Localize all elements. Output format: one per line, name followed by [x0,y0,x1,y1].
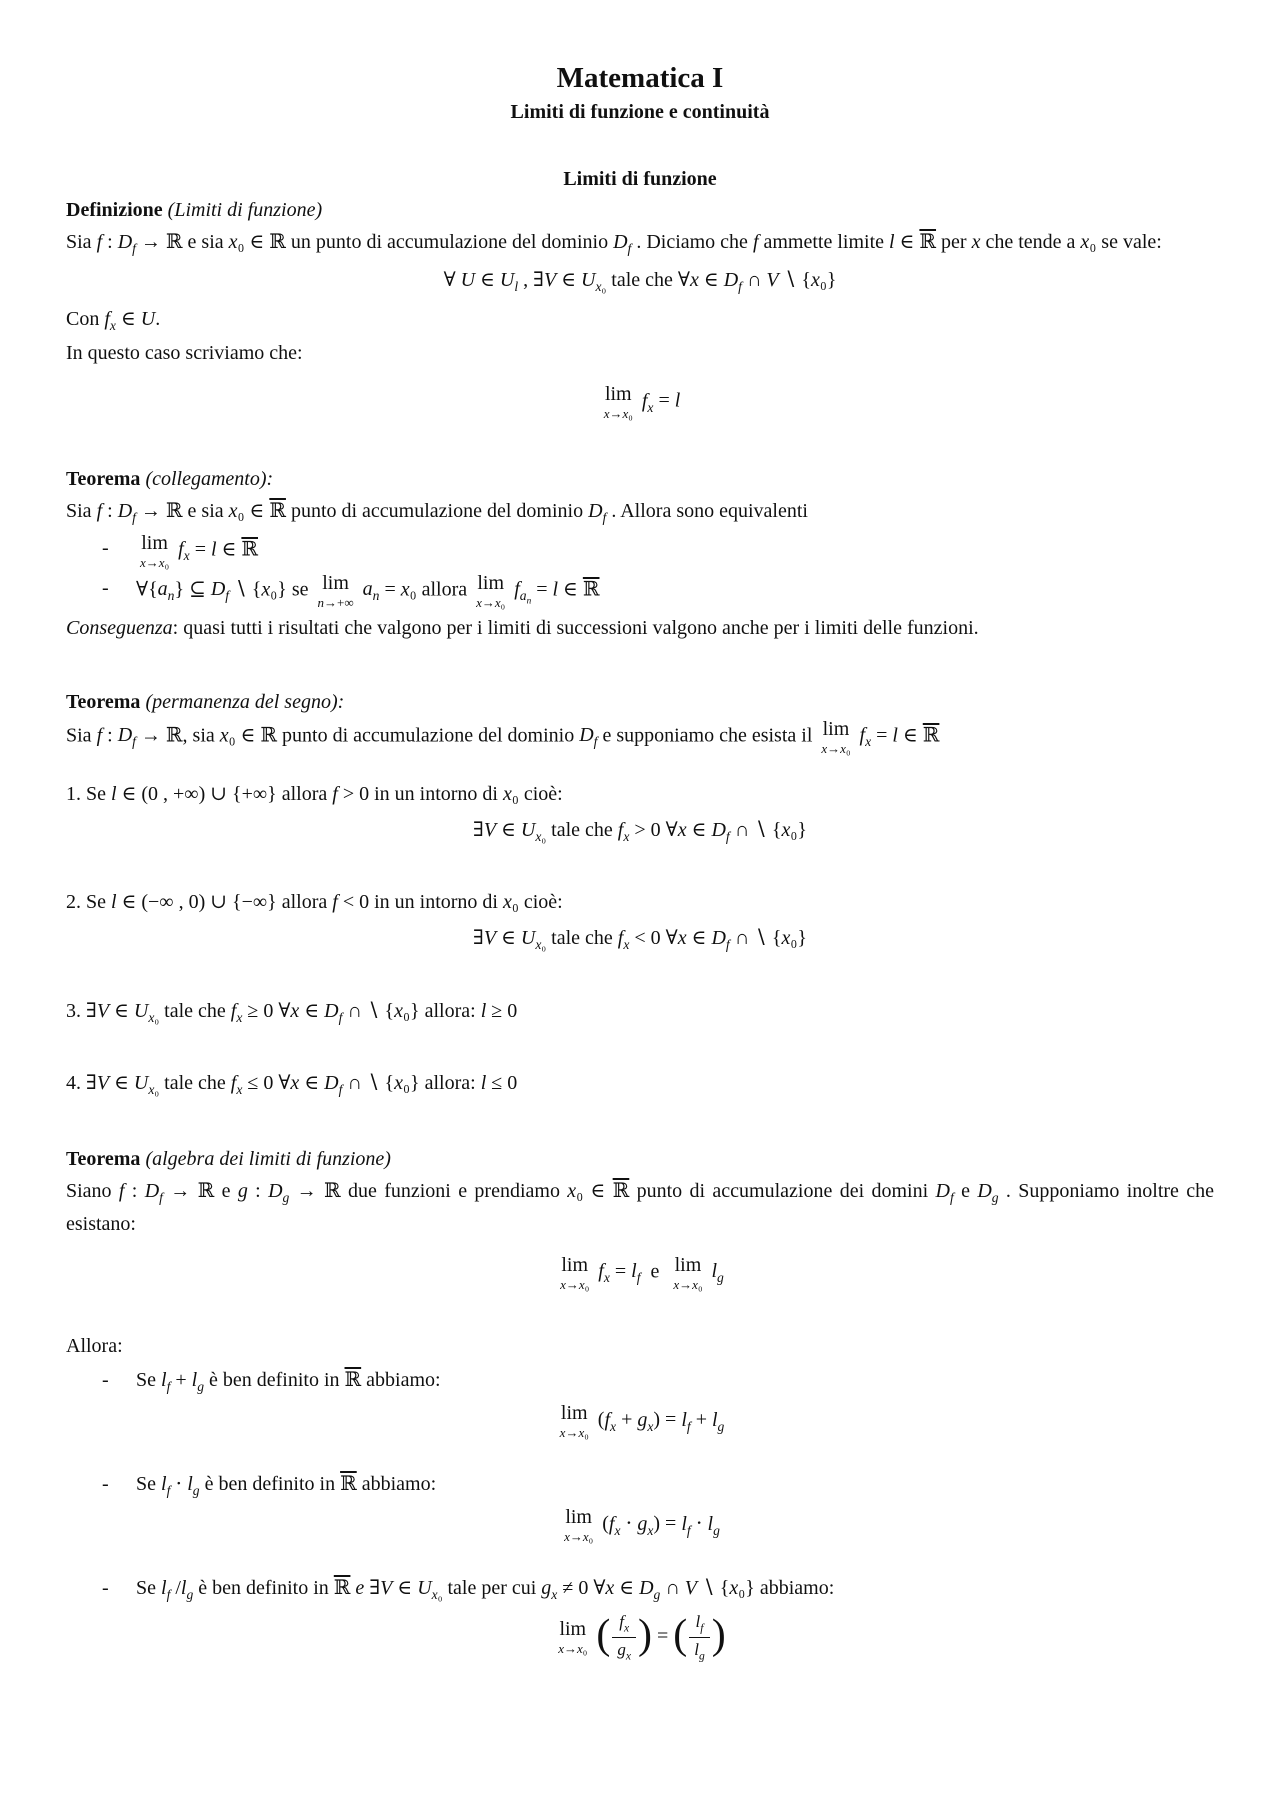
permanenza-case-2-formula: ∃V ∈ $U_{x_0}$ tale che $f_x < 0$ ∀x ∈ $D_f$ ∩ ∖ {x₀} [473,927,807,953]
permanenza-body: Sia f : $D_f$ → ℝ, sia x₀ ∈ ℝ punto di accumulazione del dominio $D_f$ e supponiamo che esista il lim x→x₀ $f_x = l$ ∈ ℝ [66,717,940,756]
algebra-list-item-1 [66,1365,1214,1397]
algebra-allora: Allora: [66,1334,123,1357]
doc-subtitle: Limiti di funzione e continuità [510,101,770,123]
algebra-heading: Teorema (algebra dei limiti di funzione) [66,1148,391,1171]
permanenza-case-1: 1. Se l ∈ (0 , +∞) ∪ {+∞} allora f > 0 in un intorno di x₀ cioè: [66,782,563,805]
permanenza-case-1-formula: ∃V ∈ $U_{x_0}$ tale che $f_x > 0$ ∀x ∈ $D_f$ ∩ ∖ {x₀} [473,818,807,844]
definizione-body: Sia f : $D_f$ → ℝ e sia x₀ ∈ ℝ un punto di accumulazione del dominio $D_f$ . Diciamo che f ammette limite l ∈ ℝ per x che tende a x₀ se vale: [66,231,1162,256]
section-teorema-algebra-dei-limiti [66,1144,1214,1662]
collegamento-heading: Teorema (collegamento): [66,468,274,491]
algebra-list-item-3 [66,1573,1214,1605]
section-teorema-permanenza-del-segno [66,687,1214,1101]
algebra-item-3-text: Se $l_f$ $/l_g$ è ben definito in ℝ e ∃V ∈ $U_{x_0}$ tale per cui $g_x \ne 0$ ∀x ∈ $D_g$ ∩ V ∖ {x₀} abbiamo: [136,1577,835,1603]
collegamento-conseguenza: Conseguenza: quasi tutti i risultati che valgono per i limiti di successioni valgono anche per i limiti delle funzioni. [66,616,979,639]
algebra-list-item-2 [66,1469,1214,1501]
bullet-dash: - [102,1577,109,1600]
collegamento-list-item-1 [66,533,1214,569]
definizione-scriviamo: In questo caso scriviamo che: [66,342,303,365]
bullet-dash: - [102,576,109,599]
section-definizione [66,195,1214,420]
algebra-item-2-formula: lim x→x₀ $(f_x \cdot g_x) = l_f \cdot l_g$ [564,1506,720,1545]
algebra-item-3-formula: lim x→x₀ ( $\frac{f_x}{g_x}$ ) = ( $\frac{l_f}{l_g}$ ) [558,1611,726,1662]
permanenza-case-4: 4. ∃V ∈ $U_{x_0}$ tale che $f_x \le 0$ ∀x ∈ $D_f$ ∩ ∖ {x₀} allora: l ≤ 0 [66,1071,518,1097]
section-teorema-collegamento [66,464,1214,643]
algebra-item-1-text: Se $l_f + l_g$ è ben definito in ℝ abbiamo: [136,1368,441,1394]
collegamento-body: Sia f : $D_f$ → ℝ e sia x₀ ∈ ℝ punto di accumulazione del dominio $D_f$ . Allora sono equivalenti [66,500,808,526]
bullet-dash: - [102,536,109,559]
algebra-item-1-formula: lim x→x₀ $(f_x + g_x) = l_f + l_g$ [559,1402,725,1441]
definizione-heading: Definizione (Limiti di funzione) [66,199,323,221]
definizione-con-fx: Con $f_x$ ∈ U. [66,307,161,333]
algebra-item-2-text: Se $l_f \cdot l_g$ è ben definito in ℝ abbiamo: [136,1473,437,1499]
collegamento-item-2-text: $\forall\{a_n\}$ ⊆ $D_f$ ∖ {x₀} se lim n→+∞ $a_n = x_0$ allora lim x→x₀ $f_{a_n} = l$ ∈ ℝ [136,571,600,610]
algebra-formula-esistano: lim x→x₀ $f_x = l_f$ e lim x→x₀ $l_g$ [560,1253,724,1292]
bullet-dash: - [102,1368,109,1391]
collegamento-list-item-2 [66,573,1214,609]
bullet-dash: - [102,1473,109,1496]
permanenza-case-3: 3. ∃V ∈ $U_{x_0}$ tale che $f_x \ge 0$ ∀x ∈ $D_f$ ∩ ∖ {x₀} allora: l ≥ 0 [66,999,518,1025]
collegamento-item-1-text: lim x→x₀ $f_x = l$ ∈ ℝ [140,531,258,570]
definizione-formula-limite: lim x→x₀ $f_x = l$ [603,383,681,422]
definizione-formula-intorni: ∀ U ∈ $U_l$ , ∃V ∈ $U_{x_0}$ tale che ∀x ∈ $D_f$ ∩ V ∖ {x₀} [443,269,837,295]
permanenza-heading: Teorema (permanenza del segno): [66,690,345,713]
section-heading-limiti-di-funzione: Limiti di funzione [563,168,717,190]
algebra-body: Siano f : $D_f$ → ℝ e g : $D_g$ → ℝ due funzioni e prendiamo x₀ ∈ ℝ punto di accumulazione dei domini $D_f$ e $D_g$ . Supponiamo inoltre che esistano: [66,1180,1215,1235]
doc-title: Matematica I [556,62,724,94]
permanenza-case-2: 2. Se l ∈ (−∞ , 0) ∪ {−∞} allora f < 0 in un intorno di x₀ cioè: [66,891,563,914]
